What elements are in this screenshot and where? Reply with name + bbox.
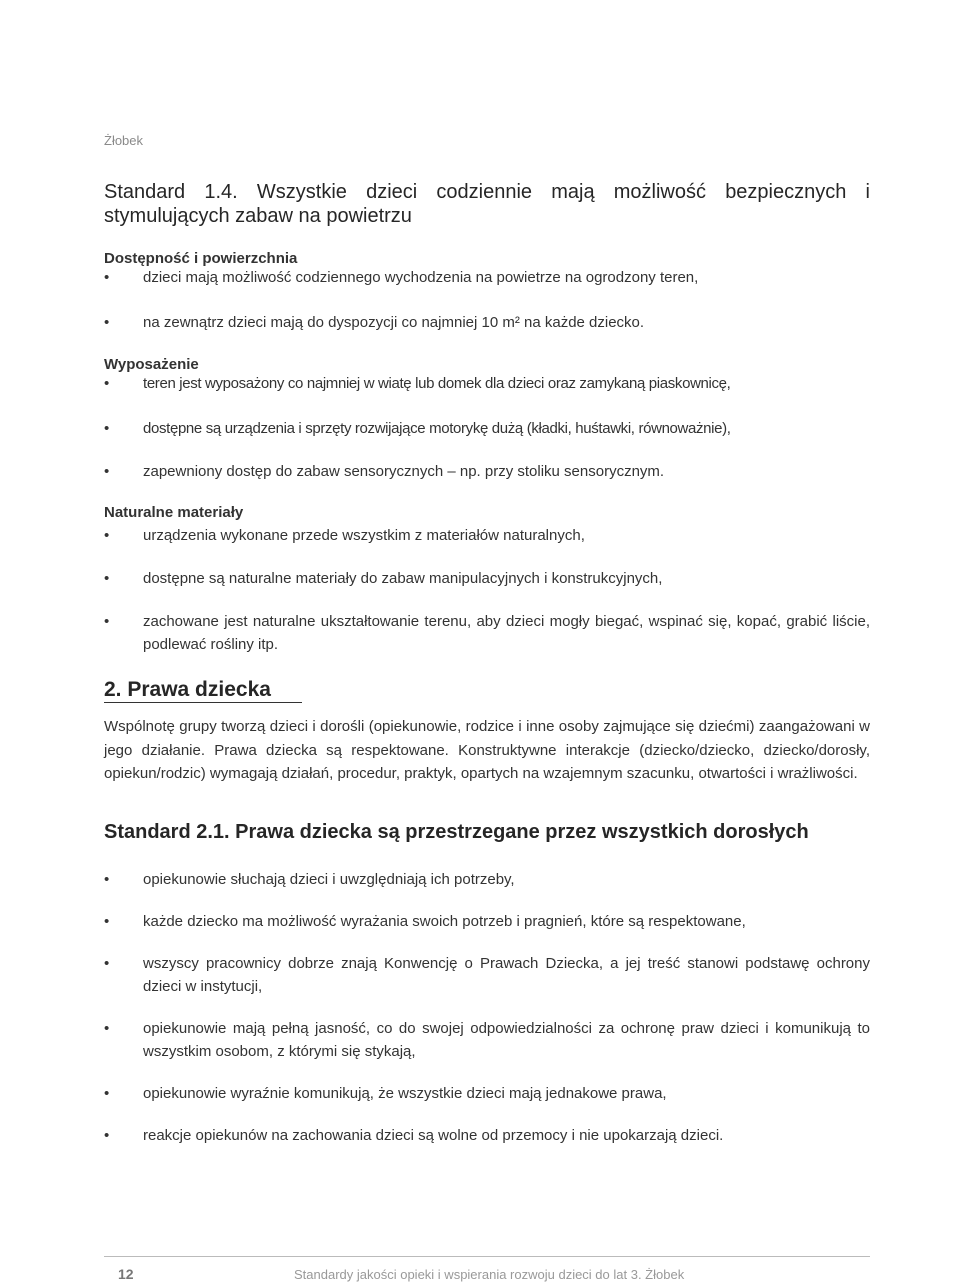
section-heading-natural-materials: Naturalne materiały	[104, 504, 244, 521]
bullet-icon: •	[104, 463, 110, 480]
bullet-icon: •	[104, 1127, 110, 1144]
list-item: • opiekunowie wyraźnie komunikują, że wszystkie dzieci mają jednakowe prawa,	[104, 1082, 870, 1105]
section-heading-equipment: Wyposażenie	[104, 356, 199, 373]
list-item: • dostępne są urządzenia i sprzęty rozwijające motorykę dużą (kładki, huśtawki, równoważnie),	[104, 417, 870, 440]
standard-1-4-title: Standard 1.4. Wszystkie dzieci codziennie mają możliwość bezpiecznych i stymulujących zabaw na powietrzu	[104, 181, 870, 227]
list-item: • teren jest wyposażony co najmniej w wiatę lub domek dla dzieci oraz zamykaną piaskownicę,	[104, 372, 870, 395]
list-item: • opiekunowie mają pełną jasność, co do swojej odpowiedzialności za ochronę praw dzieci i komunikują to wszystkim osobom, z którymi się stykają,	[104, 1017, 870, 1063]
list-item: • zachowane jest naturalne ukształtowanie terenu, aby dzieci mogły biegać, wspinać się, kopać, grabić liście, podlewać rośliny itp.	[104, 610, 870, 656]
chapter-title: 2. Prawa dziecka	[104, 678, 271, 701]
bullet-icon: •	[104, 314, 110, 331]
list-item: • opiekunowie słuchają dzieci i uwzględniają ich potrzeby,	[104, 868, 870, 891]
running-header: Żłobek	[104, 133, 144, 148]
list-item: • urządzenia wykonane przede wszystkim z materiałów naturalnych,	[104, 524, 870, 547]
bullet-icon: •	[104, 375, 110, 392]
bullet-icon: •	[104, 570, 110, 587]
bullet-icon: •	[104, 1085, 110, 1102]
list-item: • każde dziecko ma możliwość wyrażania swoich potrzeb i pragnień, które są respektowane,	[104, 910, 870, 933]
footer-divider	[104, 1256, 870, 1257]
bullet-icon: •	[104, 613, 110, 630]
bullet-icon: •	[104, 955, 110, 972]
footer-publication-title: Standardy jakości opieki i wspierania rozwoju dzieci do lat 3. Żłobek	[294, 1267, 685, 1282]
standard-2-1-title: Standard 2.1. Prawa dziecka są przestrzegane przez wszystkich dorosłych	[104, 821, 809, 843]
section-heading-availability: Dostępność i powierzchnia	[104, 250, 298, 267]
chapter-intro-paragraph: Wspólnotę grupy tworzą dzieci i dorośli (opiekunowie, rodzice i inne osoby zajmujące się dziećmi) zaangażowani w jego działanie. Prawa dziecka są respektowane. Konstruktywne interakcje (dziecko/dziecko, dziecko/dorosły, opiekun/rodzic) wymagają działań, procedur, praktyk, opartych na wzajemnym szacunku, otwartości i wrażliwości.	[104, 718, 870, 782]
bullet-icon: •	[104, 913, 110, 930]
list-item: • dzieci mają możliwość codziennego wychodzenia na powietrze na ogrodzony teren,	[104, 266, 870, 289]
bullet-icon: •	[104, 871, 110, 888]
chapter-title-underline	[104, 702, 302, 703]
list-item: • dostępne są naturalne materiały do zabaw manipulacyjnych i konstrukcyjnych,	[104, 567, 870, 590]
bullet-icon: •	[104, 527, 110, 544]
list-item: • reakcje opiekunów na zachowania dzieci są wolne od przemocy i nie upokarzają dzieci.	[104, 1124, 870, 1147]
bullet-icon: •	[104, 1020, 110, 1037]
page-number: 12	[118, 1266, 134, 1282]
bullet-icon: •	[104, 269, 110, 286]
list-item: • wszyscy pracownicy dobrze znają Konwencję o Prawach Dziecka, a jej treść stanowi podstawę ochrony dzieci w instytucji,	[104, 952, 870, 998]
bullet-icon: •	[104, 420, 110, 437]
list-item: • zapewniony dostęp do zabaw sensorycznych – np. przy stoliku sensorycznym.	[104, 460, 870, 483]
list-item: • na zewnątrz dzieci mają do dyspozycji co najmniej 10 m² na każde dziecko.	[104, 311, 870, 334]
